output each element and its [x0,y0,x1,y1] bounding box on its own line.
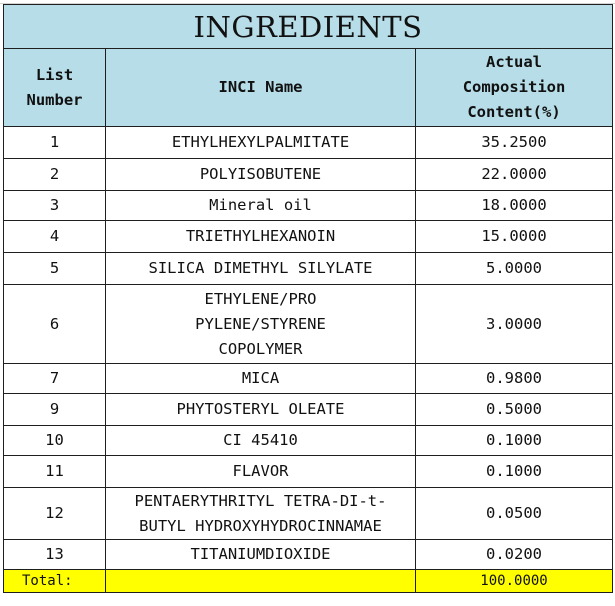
table-row [4,456,613,488]
composition-content-cell[interactable]: 0.0200 [416,540,613,570]
inci-name-cell[interactable] [106,159,416,191]
composition-content-cell[interactable]: 0.1000 [416,426,613,456]
table-row [4,253,613,285]
inci-name-line: COPOLYMER [218,339,303,358]
header-row [4,49,613,127]
inci-name-cell[interactable] [106,364,416,394]
inci-name-line: SILICA DIMETHYL SILYLATE [148,259,373,277]
inci-name-cell[interactable] [106,127,416,159]
inci-name-line: PHYTOSTERYL OLEATE [176,400,345,418]
list-number-cell[interactable]: 2 [4,159,106,191]
list-number-cell[interactable]: 12 [4,488,106,540]
inci-name-line: MICA [241,369,280,387]
inci-name-cell[interactable] [106,253,416,285]
inci-name-cell[interactable] [106,191,416,221]
list-number-cell[interactable]: 3 [4,191,106,221]
composition-content-cell[interactable]: 35.2500 [416,127,613,159]
list-number-cell[interactable]: 11 [4,456,106,488]
table-row [4,364,613,394]
inci-name-line: POLYISOBUTENE [199,165,322,183]
list-number-cell[interactable]: 9 [4,394,106,426]
header-composition-line: Actual [486,53,543,71]
header-inci-name-label: INCI Name [218,78,303,96]
header-composition-line: Composition [462,78,566,96]
list-number-cell[interactable]: 13 [4,540,106,570]
header-list-number-line: Number [26,90,83,109]
table-title[interactable]: INGREDIENTS [4,5,613,49]
header-list-number[interactable] [4,49,106,127]
header-inci-name[interactable] [106,49,416,127]
inci-name-line: PENTAERYTHRITYL TETRA-DI-t- [134,491,387,510]
inci-name-cell[interactable] [106,456,416,488]
list-number-cell[interactable]: 10 [4,426,106,456]
inci-name-line: FLAVOR [232,462,289,480]
composition-content-cell[interactable]: 0.0500 [416,488,613,540]
inci-name-cell[interactable] [106,488,416,540]
header-composition-content[interactable] [416,49,613,127]
header-composition-line: Content(%) [467,103,561,121]
composition-content-cell[interactable]: 22.0000 [416,159,613,191]
total-label[interactable]: Total: [4,570,106,593]
list-number-cell[interactable]: 4 [4,221,106,253]
inci-name-line: BUTYL HYDROXYHYDROCINNAMAE [139,516,382,535]
ingredients-table [3,4,613,593]
list-number-cell[interactable]: 1 [4,127,106,159]
list-number-cell[interactable]: 6 [4,285,106,364]
table-row [4,285,613,364]
total-empty-cell[interactable] [106,570,416,593]
inci-name-cell[interactable] [106,285,416,364]
table-body [4,127,613,570]
table-row [4,394,613,426]
inci-name-cell[interactable] [106,426,416,456]
inci-name-cell[interactable] [106,394,416,426]
list-number-cell[interactable]: 5 [4,253,106,285]
title-row [4,5,613,49]
table-row [4,159,613,191]
composition-content-cell[interactable]: 15.0000 [416,221,613,253]
composition-content-cell[interactable]: 5.0000 [416,253,613,285]
list-number-cell[interactable]: 7 [4,364,106,394]
total-row [4,570,613,593]
composition-content-cell[interactable]: 0.9800 [416,364,613,394]
inci-name-line: Mineral oil [209,196,312,214]
header-list-number-line: List [35,65,74,84]
composition-content-cell[interactable]: 3.0000 [416,285,613,364]
composition-content-cell[interactable]: 0.1000 [416,456,613,488]
inci-name-line: ETHYLHEXYLPALMITATE [171,133,350,151]
inci-name-cell[interactable] [106,540,416,570]
inci-name-line: ETHYLENE/PRO [204,289,317,308]
composition-content-cell[interactable]: 18.0000 [416,191,613,221]
inci-name-cell[interactable] [106,221,416,253]
composition-content-cell[interactable]: 0.5000 [416,394,613,426]
inci-name-line: TITANIUMDIOXIDE [190,545,331,563]
table-row [4,191,613,221]
inci-name-line: PYLENE/STYRENE [195,314,326,333]
table-row [4,426,613,456]
total-value[interactable]: 100.0000 [416,570,613,593]
table-row [4,221,613,253]
table-row [4,127,613,159]
inci-name-line: CI 45410 [223,431,298,449]
table-row [4,488,613,540]
table-row [4,540,613,570]
inci-name-line: TRIETHYLHEXANOIN [185,227,336,245]
